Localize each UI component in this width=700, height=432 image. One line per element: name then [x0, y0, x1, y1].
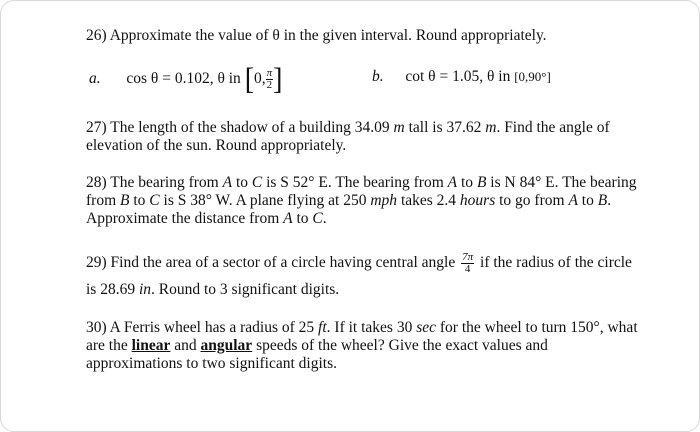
- problem-26a: [89, 61, 283, 96]
- open-bracket: [: [244, 61, 255, 96]
- problem-26-number: 26): [86, 27, 107, 44]
- part-a-label: a.: [89, 70, 101, 88]
- part-a-frac-num: π: [266, 67, 273, 79]
- part-a-fraction: [266, 68, 274, 91]
- problem-26-prompt: Approximate the value of θ in the given interval. Round appropriately.: [109, 27, 547, 44]
- part-a-interval-start: 0,: [254, 70, 266, 88]
- part-b-interval: [0,90°]: [514, 69, 551, 84]
- close-bracket: ]: [273, 61, 283, 96]
- problem-30-line-2: are the linear and angular speeds of the wheel? Give the exact values and: [86, 337, 548, 354]
- problem-27-line-2: elevation of the sun. Round appropriately.: [86, 137, 347, 154]
- problem-29-line-1: 29) Find the area of a sector of a circle having central angle $\frac{7\pi}{4}$ if the radius of the circle: [86, 251, 632, 275]
- part-b-expression: cot θ = 1.05, θ in: [405, 68, 511, 85]
- problem-27-line-1: 27) The length of the shadow of a building 34.09 m tall is 37.62 m. Find the angle of: [86, 119, 610, 136]
- problem-26b: [372, 68, 551, 86]
- part-a-expression: cos θ = 0.102, θ in: [126, 70, 241, 88]
- problem-28-line-3: Approximate the distance from A to C.: [86, 210, 327, 227]
- angle-fraction: $\frac{7\pi}{4}$: [462, 251, 474, 275]
- problem-26-text: [86, 27, 547, 45]
- problem-28-line-1: 28) The bearing from A to C is S 52° E. The bearing from A to B is N 84° E. The bearing: [86, 174, 637, 191]
- problem-29-line-2: is 28.69 in. Round to 3 significant digits.: [86, 281, 340, 298]
- part-a-frac-den: 2: [266, 79, 273, 91]
- part-b-label: b.: [372, 68, 384, 85]
- problem-28-line-2: from B to C is S 38° W. A plane flying at 250 mph takes 2.4 hours to go from A to B.: [86, 192, 612, 209]
- problem-30-line-1: 30) A Ferris wheel has a radius of 25 ft. If it takes 30 sec for the wheel to turn 150°, what: [86, 319, 638, 336]
- problem-30-line-3: approximations to two significant digits.: [86, 355, 337, 372]
